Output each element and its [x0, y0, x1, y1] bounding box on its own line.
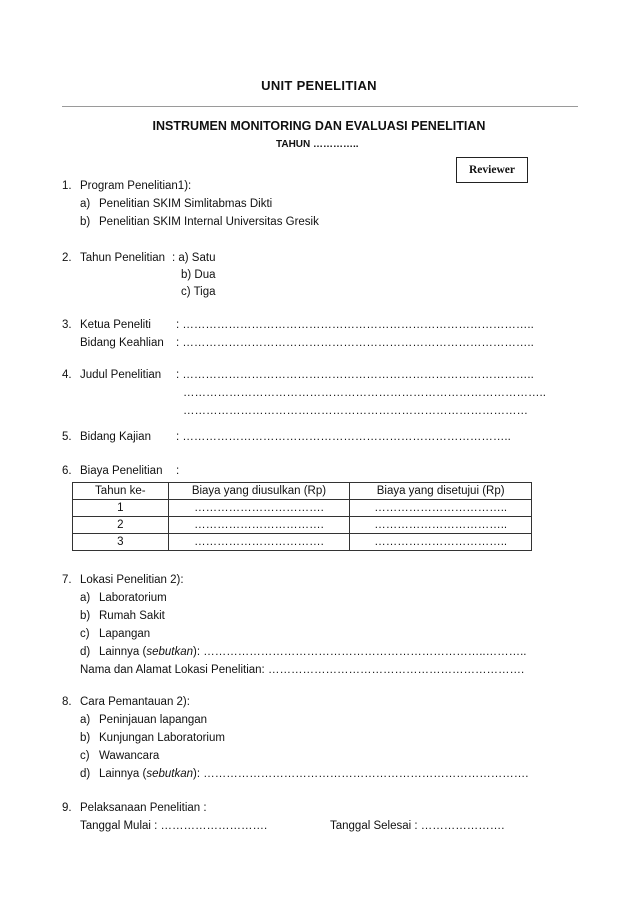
s2-option-a: : a) Satu [172, 252, 216, 264]
col-header-approved: Biaya yang disetujui (Rp) [350, 483, 532, 500]
table-header-row [73, 483, 532, 500]
s5-value: : ………………………………………………………………………….. [176, 431, 511, 443]
cell-year: 3 [73, 534, 169, 551]
col-header-year: Tahun ke- [73, 483, 169, 500]
table-row [73, 500, 532, 517]
cell-proposed: ……………………………. [168, 517, 350, 534]
s5-number: 5. [62, 431, 72, 443]
s7-option-d [99, 646, 527, 658]
s4-line-1: : ……………………………………………………………………………….. [176, 369, 534, 381]
cell-year: 1 [73, 500, 169, 517]
year-field: TAHUN ………….. [276, 139, 359, 150]
cell-proposed: ……………………………. [168, 500, 350, 517]
page-title: UNIT PENELITIAN [261, 78, 377, 93]
s3-ketua-label: Ketua Peneliti [80, 319, 151, 331]
s7-option-a: Laboratorium [99, 592, 167, 604]
col-header-proposed: Biaya yang diusulkan (Rp) [168, 483, 350, 500]
s7-option-a-letter: a) [80, 592, 91, 604]
s7-other-prefix: Lainnya ( [99, 646, 147, 658]
s3-bidang-label: Bidang Keahlian [80, 337, 164, 349]
s1-option-b: Penelitian SKIM Internal Universitas Gresik [99, 216, 319, 228]
document-subtitle: INSTRUMEN MONITORING DAN EVALUASI PENELITIAN [152, 119, 486, 133]
s7-option-b: Rumah Sakit [99, 610, 165, 622]
s3-ketua-value: : ……………………………………………………………………………….. [176, 319, 534, 331]
s7-option-c: Lapangan [99, 628, 151, 640]
s2-option-b: b) Dua [181, 269, 216, 281]
s7-option-d-letter: d) [80, 646, 91, 658]
s2-option-c: c) Tiga [181, 286, 216, 298]
s8-option-b: Kunjungan Laboratorium [99, 732, 225, 744]
s8-option-b-letter: b) [80, 732, 91, 744]
s1-option-b-letter: b) [80, 216, 91, 228]
table-row [73, 534, 532, 551]
s8-option-a: Peninjauan lapangan [99, 714, 208, 726]
s3-bidang-value: : ……………………………………………………………………………….. [176, 337, 534, 349]
s9-end-date: Tanggal Selesai : …………………. [330, 820, 505, 832]
s8-number: 8. [62, 696, 72, 708]
reviewer-box: Reviewer [456, 157, 528, 183]
s9-start-date: Tanggal Mulai : ………………………. [80, 820, 268, 832]
s2-number: 2. [62, 252, 72, 264]
title-divider [62, 106, 578, 107]
s7-label: Lokasi Penelitian 2): [80, 574, 184, 586]
cell-approved: …………………………….. [350, 500, 532, 517]
s7-option-c-letter: c) [80, 628, 90, 640]
s7-other-suffix: ): ………………………………………………………………..……….. [193, 646, 527, 658]
s6-colon: : [176, 465, 180, 477]
s5-label: Bidang Kajian [80, 431, 151, 443]
s1-label: Program Penelitian1): [80, 180, 192, 192]
s9-number: 9. [62, 802, 72, 814]
s1-option-a-letter: a) [80, 198, 91, 210]
s9-label: Pelaksanaan Penelitian : [80, 802, 207, 814]
cell-approved: …………………………….. [350, 534, 532, 551]
s6-number: 6. [62, 465, 72, 477]
s8-option-d [99, 768, 528, 780]
table-row [73, 517, 532, 534]
cell-proposed: ……………………………. [168, 534, 350, 551]
s8-option-d-letter: d) [80, 768, 91, 780]
s8-other-prefix: Lainnya ( [99, 768, 147, 780]
cell-approved: …………………………….. [350, 517, 532, 534]
s8-other-italic: sebutkan [146, 768, 193, 780]
s7-option-b-letter: b) [80, 610, 91, 622]
s3-number: 3. [62, 319, 72, 331]
s8-option-c: Wawancara [99, 750, 160, 762]
s8-label: Cara Pemantauan 2): [80, 696, 190, 708]
s4-number: 4. [62, 369, 72, 381]
s6-label: Biaya Penelitian [80, 465, 163, 477]
s1-number: 1. [62, 180, 72, 192]
budget-table [72, 482, 532, 551]
s1-option-a: Penelitian SKIM Simlitabmas Dikti [99, 198, 273, 210]
s4-line-3: ……………………………………………………………………………… [183, 405, 528, 417]
s8-option-a-letter: a) [80, 714, 91, 726]
s7-other-italic: sebutkan [146, 646, 193, 658]
s4-label: Judul Penelitian [80, 369, 162, 381]
s7-number: 7. [62, 574, 72, 586]
s7-address: Nama dan Alamat Lokasi Penelitian: …………………………………………………………. [80, 664, 525, 676]
s8-option-c-letter: c) [80, 750, 90, 762]
cell-year: 2 [73, 517, 169, 534]
s2-label: Tahun Penelitian [80, 252, 166, 264]
s4-line-2: ………………………………………………………………………………….. [183, 387, 546, 399]
s8-other-suffix: ): …………………………………………………………………………. [193, 768, 529, 780]
